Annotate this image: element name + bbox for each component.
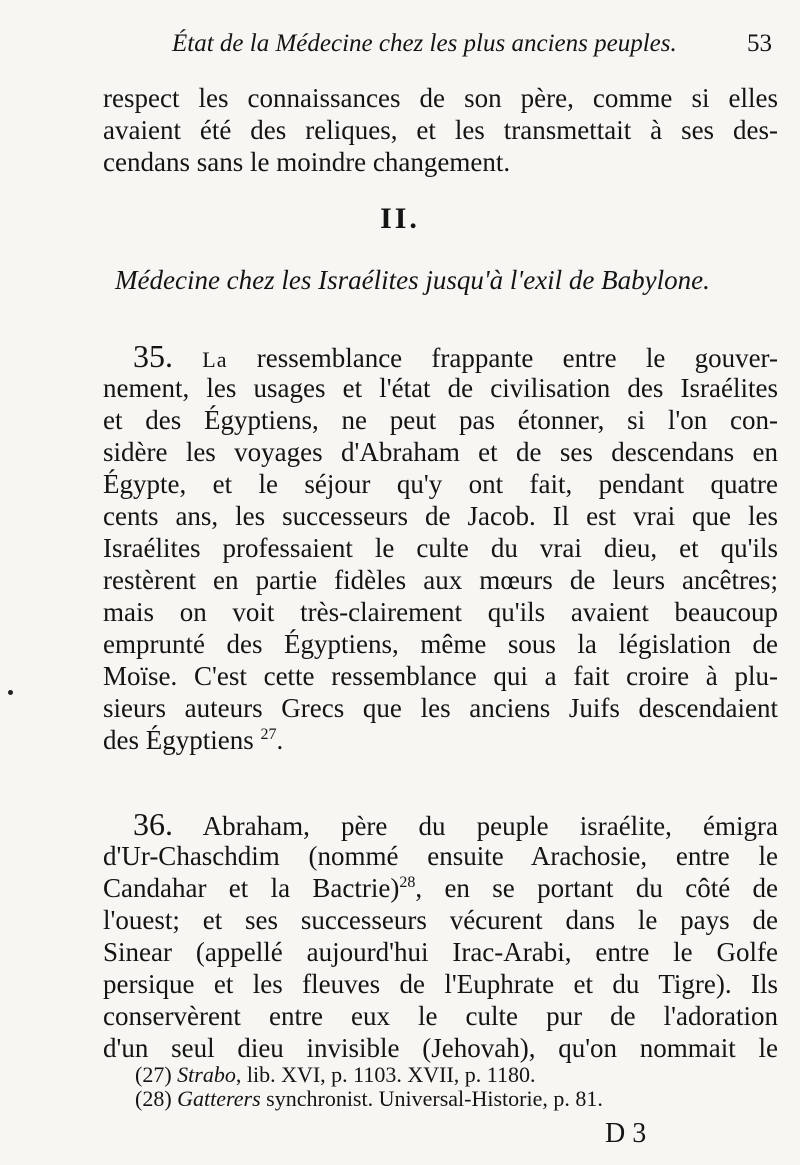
paragraph-line (103, 872, 778, 904)
footnote-reference: 27 (260, 726, 277, 743)
paragraph-line: Israélites professaient le culte du vrai dieu, et qu'ils (103, 533, 778, 563)
margin-dot (8, 690, 13, 695)
paragraph-line: cents ans, les successeurs de Jacob. Il est vrai que les (103, 501, 778, 531)
footnote-text: synchronist. Universal-Historie, p. 81. (260, 1086, 603, 1111)
line-text: des Égyptiens (103, 725, 254, 755)
footnote-mark: (27) (135, 1062, 172, 1087)
line-text: Candahar et la Bactrie) (103, 873, 400, 903)
intro-line: respect les connaissances de son père, comme si elles (103, 83, 778, 113)
small-caps-word: La (202, 347, 228, 372)
paragraph-36-first-line (133, 808, 778, 842)
paragraph-line: Moïse. C'est cette ressemblance qui a fait croire à plu- (103, 661, 778, 691)
section-title: Médecine chez les Israélites jusqu'à l'exil de Babylone. (115, 265, 710, 295)
paragraph-35-first-line (133, 340, 778, 376)
paragraph-line: et des Égyptiens, ne peut pas étonner, si l'on con- (103, 405, 778, 435)
paragraph-line: l'ouest; et ses successeurs vécurent dans le pays de (103, 905, 778, 935)
paragraph-line: sidère les voyages d'Abraham et de ses descendans en (103, 437, 778, 467)
footnote (135, 1062, 735, 1088)
footnote-author: Strabo (177, 1062, 236, 1087)
paragraph-line: mais on voit très-clairement qu'ils avaient beaucoup (103, 597, 778, 627)
running-header (172, 30, 772, 58)
paragraph-line: d'un seul dieu invisible (Jehovah), qu'on nommait le (103, 1033, 778, 1063)
paragraph-line: d'Ur-Chaschdim (nommé ensuite Arachosie, entre le (103, 841, 778, 871)
section-number: II. (380, 202, 420, 235)
line-text: ressemblance frappante entre le gouver- (256, 343, 779, 373)
paragraph-number: 35. (133, 338, 173, 374)
footnote-reference: 28 (399, 874, 416, 891)
paragraph-last-line: des Égyptiens $^{27}$. (103, 725, 284, 755)
intro-line: cendans sans le moindre changement. (103, 147, 511, 177)
paragraph-line: sieurs auteurs Grecs que les anciens Juifs descendaient (103, 693, 778, 723)
paragraph-number: 36. (133, 806, 173, 842)
footnote (135, 1086, 735, 1112)
footnote-text: , lib. XVI, p. 1103. XVII, p. 1180. (235, 1062, 536, 1087)
running-title: État de la Médecine chez les plus anciens peuples. (172, 30, 677, 57)
paragraph-line: nement, les usages et l'état de civilisation des Israélites (103, 373, 778, 403)
footnote-mark: (28) (135, 1086, 172, 1111)
paragraph-line: emprunté des Égyptiens, même sous la législation de (103, 629, 778, 659)
line-text: Abraham, père du peuple israélite, émigra (202, 811, 778, 841)
paragraph-line: persique et les fleuves de l'Euphrate et du Tigre). Ils (103, 969, 778, 999)
line-text: , en se portant du côté de (415, 873, 778, 903)
paragraph-line: restèrent en partie fidèles aux mœurs de leurs ancêtres; (103, 565, 778, 595)
paragraph-line: Égypte, et le séjour qu'y ont fait, pendant quatre (103, 469, 778, 499)
intro-line: avaient été des reliques, et les transmettait à ses des- (103, 115, 778, 145)
signature-mark: D 3 (605, 1118, 647, 1149)
paragraph-line: Sinear (appellé aujourd'hui Irac-Arabi, entre le Golfe (103, 937, 778, 967)
paragraph-line: conservèrent entre eux le culte pur de l'adoration (103, 1001, 778, 1031)
page-number: 53 (747, 30, 772, 57)
footnote-author: Gatterers (177, 1086, 261, 1111)
